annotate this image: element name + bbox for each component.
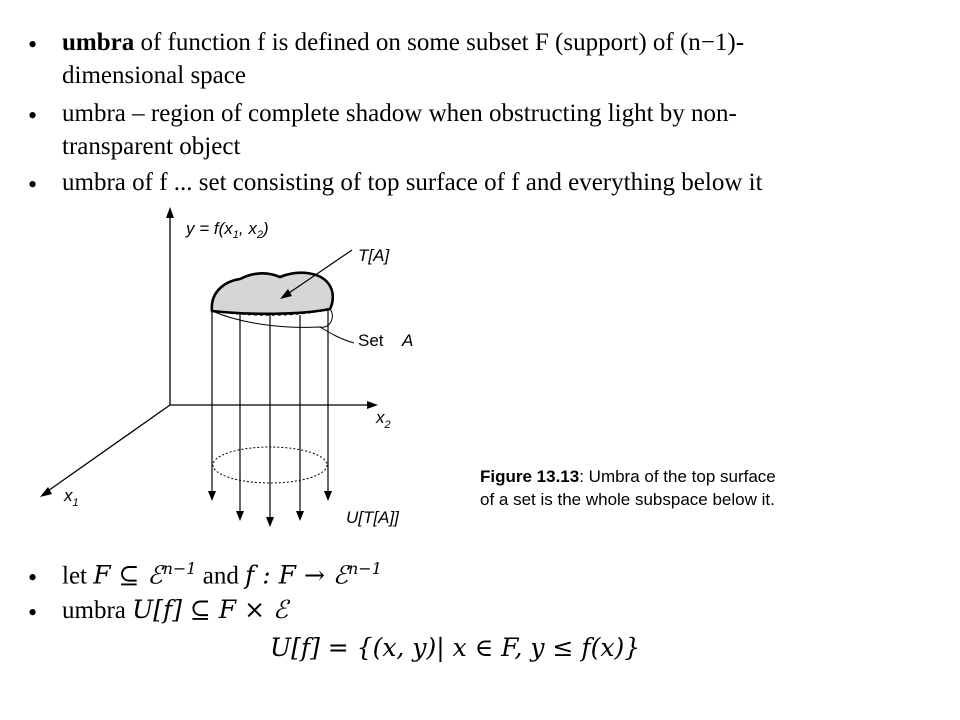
projection-lines xyxy=(212,309,328,521)
bullet-dot: • xyxy=(28,598,38,627)
caption-figure-number: Figure 13.13 xyxy=(480,467,580,486)
umbra-term: umbra xyxy=(62,29,135,56)
set-pointer-line xyxy=(320,327,354,343)
set-label: Set xyxy=(358,331,384,350)
caption-line-1 xyxy=(480,466,776,489)
bullet-dot: • xyxy=(28,170,38,199)
y-axis-arrow xyxy=(166,207,174,218)
x1-axis-arrow xyxy=(40,487,52,497)
bullet-dot: • xyxy=(28,30,38,59)
bullet-5-line-1 xyxy=(62,596,288,626)
bullet-1-text: of function f is defined on some subset F (support) of (n−1)- xyxy=(134,29,745,56)
math-function-expr: f : F → ℰ xyxy=(245,560,348,590)
caption-line-2: of a set is the whole subspace below it. xyxy=(480,489,775,509)
x1-axis xyxy=(45,405,170,493)
math-subset-expr: F ⊆ ℰ xyxy=(93,560,163,590)
umbra-figure xyxy=(30,205,460,535)
bullet-3-line-1: umbra of f ... set consisting of top surface of f and everything below it xyxy=(62,169,763,196)
bullet-1-line-1 xyxy=(62,29,744,58)
bullet-4-and: and xyxy=(196,562,246,590)
bullet-4-text: let xyxy=(62,562,94,590)
bullet-2-line-1: umbra – region of complete shadow when obstructing light by non- xyxy=(62,100,737,127)
y-axis-label: $y = f(x_1$, $x_2$) xyxy=(186,219,269,241)
x2-label: $x_2$ xyxy=(376,408,391,431)
bullet-2-line-2: transparent object xyxy=(62,133,241,160)
math-superscript: n−1 xyxy=(162,559,197,578)
bullet-dot: • xyxy=(28,563,38,592)
bullet-dot: • xyxy=(28,101,38,130)
math-umbra-expr: U[f] ⊆ F × ℰ xyxy=(132,595,289,624)
ta-label: T[A] xyxy=(358,246,390,265)
caption-text-1: : Umbra of the top surface xyxy=(579,467,776,486)
uta-label: U[T[A]] xyxy=(346,508,399,527)
math-superscript: n−1 xyxy=(347,559,382,578)
figure-caption xyxy=(480,466,776,512)
bullet-5-text: umbra xyxy=(62,597,133,624)
x1-label: $x_1$ xyxy=(64,486,79,509)
umbra-formula: U[f] = {(x, y)| x ∈ F, y ≤ f(x)} xyxy=(270,633,641,662)
a-label: A xyxy=(402,331,414,350)
bullet-4-line-1 xyxy=(62,560,382,591)
top-surface xyxy=(212,273,333,314)
bullet-1-line-2: dimensional space xyxy=(62,62,246,89)
